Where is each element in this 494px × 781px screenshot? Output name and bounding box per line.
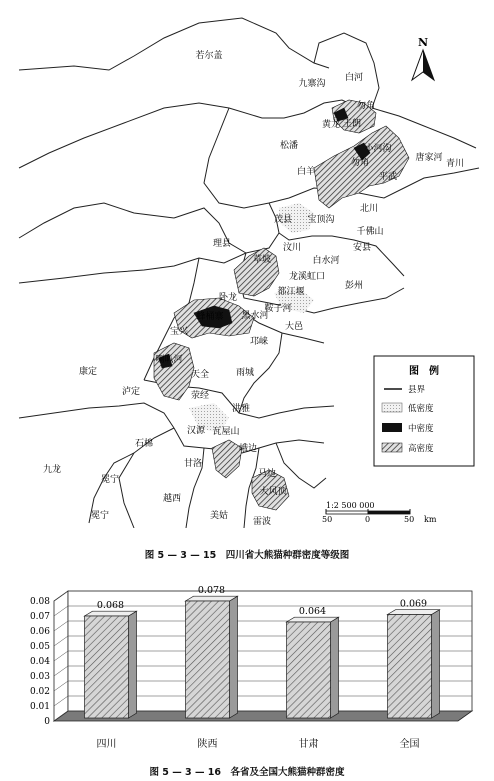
bar-陕西 (186, 585, 238, 718)
place-label-qingchuan: 青川 (445, 159, 465, 169)
high-density-area (154, 343, 194, 400)
place-label-lixian: 理县 (212, 239, 232, 249)
place-label-mianning: 冕宁 (100, 475, 120, 485)
scale-right: 50 (404, 515, 415, 524)
bar-top (287, 617, 339, 622)
place-label-wanglang: 王朗 (342, 119, 362, 129)
place-label-wujiao: 勿角 (356, 101, 376, 111)
place-label-fengtongzhai: 蜂桶寨 (196, 312, 224, 322)
place-label-yuexi: 越西 (162, 494, 182, 504)
place-label-huanglong: 黄龙 (321, 120, 341, 130)
y-tick-label: 0.07 (29, 612, 50, 622)
bar-side (129, 611, 137, 718)
bar-甘肃 (287, 606, 339, 718)
density-bar-chart (10, 583, 484, 748)
bar-value-label: 0.078 (197, 585, 226, 597)
legend-title: 图 例 (409, 366, 439, 377)
north-arrow-icon (412, 36, 434, 80)
x-category-label: 四川 (96, 739, 117, 748)
place-label-qionglai: 邛崃 (249, 337, 269, 347)
map-legend (374, 356, 474, 466)
scale-ratio: 1:2 500 000 (326, 501, 375, 510)
place-label-baiyang: 白羊 (296, 167, 316, 177)
x-category-label: 甘肃 (298, 739, 319, 748)
y-tick-label: 0.05 (29, 642, 50, 652)
map-caption: 图 5 — 3 — 15 四川省大熊猫种群密度等级图 (144, 550, 350, 561)
bar-front (186, 601, 230, 718)
bar-value-label: 0.069 (399, 598, 428, 610)
place-label-labahe: 喇叭河 (155, 355, 183, 365)
legend-label-low: 低密度 (408, 404, 434, 414)
place-label-ganluo: 甘洛 (183, 459, 203, 469)
place-label-caopo: 草坡 (252, 255, 272, 265)
place-label-yucheng: 雨城 (235, 368, 255, 378)
y-tick-label: 0.06 (29, 627, 50, 637)
y-tick-label: 0.02 (29, 687, 50, 697)
place-label-hanyuan: 汉源 (186, 426, 206, 436)
scale-unit: km (424, 515, 437, 524)
place-label-wenchuan: 汶川 (282, 243, 302, 253)
bar-front (388, 615, 432, 719)
place-label-meigu: 美姑 (209, 511, 229, 521)
bar-value-label: 0.068 (96, 600, 125, 612)
place-label-ruoergai: 若尔盖 (195, 51, 223, 61)
bar-top (85, 611, 137, 616)
place-label-tianquan: 天全 (190, 370, 210, 380)
high-density-area (212, 440, 242, 478)
bar-side (230, 596, 238, 718)
place-label-maoxian: 茂县 (273, 215, 293, 225)
place-label-dujiangyan: 都江堰 (277, 287, 305, 297)
place-label-jiuzhaigou: 九寨沟 (298, 79, 326, 89)
scale-left: 50 (322, 515, 333, 524)
place-label-anzihe: 鞍子河 (264, 304, 292, 314)
legend-label-high: 高密度 (408, 444, 434, 454)
y-tick-label: 0.08 (29, 597, 50, 607)
place-label-shimian: 石棉 (134, 439, 154, 449)
y-tick-label: 0.04 (29, 657, 50, 667)
place-label-pingwu: 平武 (378, 172, 398, 182)
scale-mid: 0 (365, 515, 371, 524)
x-category-label: 全国 (399, 739, 420, 748)
place-label-kangding: 康定 (78, 367, 98, 377)
place-label-dayi: 大邑 (284, 322, 304, 332)
place-label-heishuihe: 黑水河 (241, 311, 269, 321)
place-label-tangjiahe: 唐家河 (415, 153, 443, 163)
bar-side (331, 617, 339, 718)
place-label-miyi: 冕宁 (90, 511, 110, 521)
bar-side (432, 610, 440, 718)
x-category-label: 陕西 (197, 739, 218, 748)
place-label-anxian: 安县 (352, 243, 372, 253)
place-label-qianfoshan: 千佛山 (356, 227, 384, 237)
place-label-ebian: 峨边 (238, 444, 258, 454)
place-label-jiulong: 九龙 (42, 465, 62, 475)
place-label-baoxing: 宝兴 (169, 327, 189, 337)
bar-四川 (85, 600, 137, 718)
place-label-wolong: 卧龙 (218, 293, 238, 303)
place-label-hongya: 洪雅 (231, 404, 251, 414)
y-tick-label: 0.03 (29, 672, 50, 682)
legend-label-boundary: 县界 (408, 385, 426, 395)
y-tick-label: 0 (44, 717, 50, 727)
bar-front (85, 616, 129, 718)
bar-全国 (388, 599, 440, 718)
place-label-luding: 泸定 (121, 387, 141, 397)
place-label-leibo: 雷波 (252, 517, 272, 527)
bar-front (287, 622, 331, 718)
place-label-dafengding: 大风顶 (259, 487, 287, 497)
legend-label-mid: 中密度 (408, 424, 434, 434)
place-label-longxihongkou: 龙溪虹口 (288, 272, 326, 282)
place-label-baodinggou: 宝顶沟 (307, 215, 335, 225)
bar-top (186, 596, 238, 601)
place-label-songpan: 松潘 (279, 141, 299, 151)
bar-top (388, 610, 440, 615)
place-label-beichuan: 北川 (359, 204, 379, 214)
x-axis-labels (97, 737, 420, 748)
y-tick-label: 0.01 (29, 702, 50, 712)
place-label-xiaohegou: 小河沟 (364, 144, 392, 154)
place-label-yingjing: 荥经 (190, 391, 210, 401)
place-label-mabian: 马边 (257, 469, 277, 479)
place-label-pengzhou: 彭州 (344, 281, 364, 291)
bar-value-label: 0.064 (298, 606, 327, 618)
place-label-baishuihe: 白水河 (312, 256, 340, 266)
chart-caption: 图 5 — 3 — 16 各省及全国大熊猫种群密度 (149, 767, 345, 778)
panda-density-map (14, 8, 482, 528)
place-label-wakouhe: 瓦屋山 (212, 427, 240, 437)
place-label-baihe: 白河 (344, 73, 364, 83)
north-label: N (417, 36, 429, 49)
y-axis-ticks (30, 597, 50, 727)
place-label-wujiao2: 勿角 (350, 158, 370, 168)
scale-bar (322, 501, 437, 524)
